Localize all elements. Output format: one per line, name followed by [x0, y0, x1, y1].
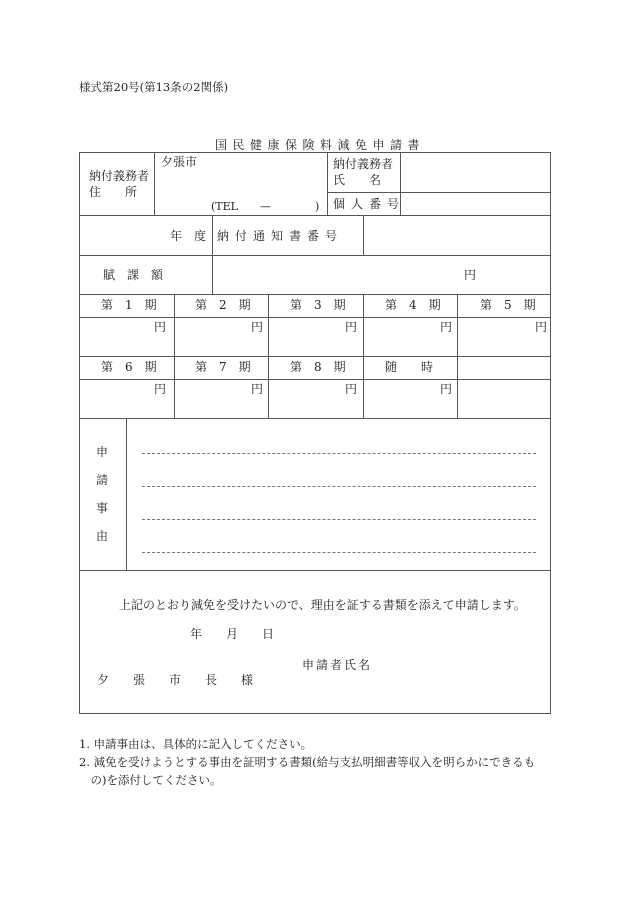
- reason-label-char: 申: [96, 445, 109, 459]
- divider: [79, 294, 551, 295]
- note-item: 1. 申請事由は、具体的に記入してください。: [79, 737, 313, 751]
- divider: [79, 379, 551, 380]
- form-number: 様式第20号(第13条の2関係): [79, 80, 229, 94]
- date-field[interactable]: 年 月 日: [190, 627, 275, 641]
- address-field[interactable]: [155, 170, 326, 198]
- yen-unit: 円: [345, 382, 358, 396]
- divider: [79, 317, 551, 318]
- yen-unit: 円: [154, 320, 167, 334]
- fiscal-year-label: 年 度: [170, 229, 207, 243]
- installment-anytime-label: 随 時: [385, 360, 434, 374]
- yen-unit: 円: [464, 268, 477, 282]
- yen-unit: 円: [251, 320, 264, 334]
- divider: [363, 294, 364, 418]
- name-label: 納付義務者: [333, 157, 394, 171]
- notice-number-label: 納付通知書番号: [217, 229, 344, 243]
- note-item: 2. 減免を受けようとする事由を証明する書類(給与支払明細書等収入を明らかにできるも: [79, 755, 536, 769]
- assessment-amount-field[interactable]: [213, 256, 550, 293]
- divider: [327, 152, 328, 215]
- yen-unit: 円: [535, 320, 548, 334]
- reason-line: [142, 486, 536, 487]
- personal-number-field[interactable]: [401, 193, 550, 214]
- installment-6-label: 第 6 期: [101, 360, 157, 374]
- address-label: 住 所: [89, 185, 138, 199]
- addressee: 夕 張 市 長 様: [97, 673, 254, 687]
- reason-field[interactable]: [127, 419, 550, 569]
- personal-number-label: 個人番号: [333, 197, 406, 211]
- installment-1-label: 第 1 期: [101, 298, 157, 312]
- yen-unit: 円: [440, 382, 453, 396]
- yen-unit: 円: [345, 320, 358, 334]
- divider: [79, 356, 551, 357]
- yen-unit: 円: [154, 382, 167, 396]
- divider: [457, 294, 458, 418]
- installment-2-label: 第 2 期: [195, 298, 251, 312]
- tel-field[interactable]: (TEL — ): [211, 200, 320, 213]
- yen-unit: 円: [251, 382, 264, 396]
- reason-label-char: 請: [96, 473, 109, 487]
- declaration-statement: 上記のとおり減免を受けたいので、理由を証する書類を添えて申請します。: [119, 598, 526, 612]
- reason-line: [142, 552, 536, 553]
- reason-line: [142, 519, 536, 520]
- installment-5-label: 第 5 期: [480, 298, 536, 312]
- divider: [79, 570, 551, 571]
- yen-unit: 円: [440, 320, 453, 334]
- reason-label-char: 由: [96, 529, 109, 543]
- installment-7-label: 第 7 期: [195, 360, 251, 374]
- installment-8-label: 第 8 期: [290, 360, 346, 374]
- installment-4-label: 第 4 期: [385, 298, 441, 312]
- reason-label-char: 事: [96, 501, 109, 515]
- address-label: 納付義務者: [89, 169, 150, 183]
- divider: [174, 294, 175, 418]
- applicant-name-label: 申請者氏名: [302, 658, 373, 672]
- assessment-label: 賦 課 額: [103, 268, 164, 282]
- name-label: 氏 名: [333, 173, 382, 187]
- address-prefill: 夕張市: [161, 155, 198, 169]
- name-field[interactable]: [401, 153, 550, 191]
- reason-line: [142, 453, 536, 454]
- note-item: の)を添付してください。: [79, 773, 222, 787]
- installment-3-label: 第 3 期: [290, 298, 346, 312]
- notice-number-field[interactable]: [364, 216, 550, 254]
- divider: [268, 294, 269, 418]
- form-title: 国民健康保険料減免申請書: [214, 138, 425, 152]
